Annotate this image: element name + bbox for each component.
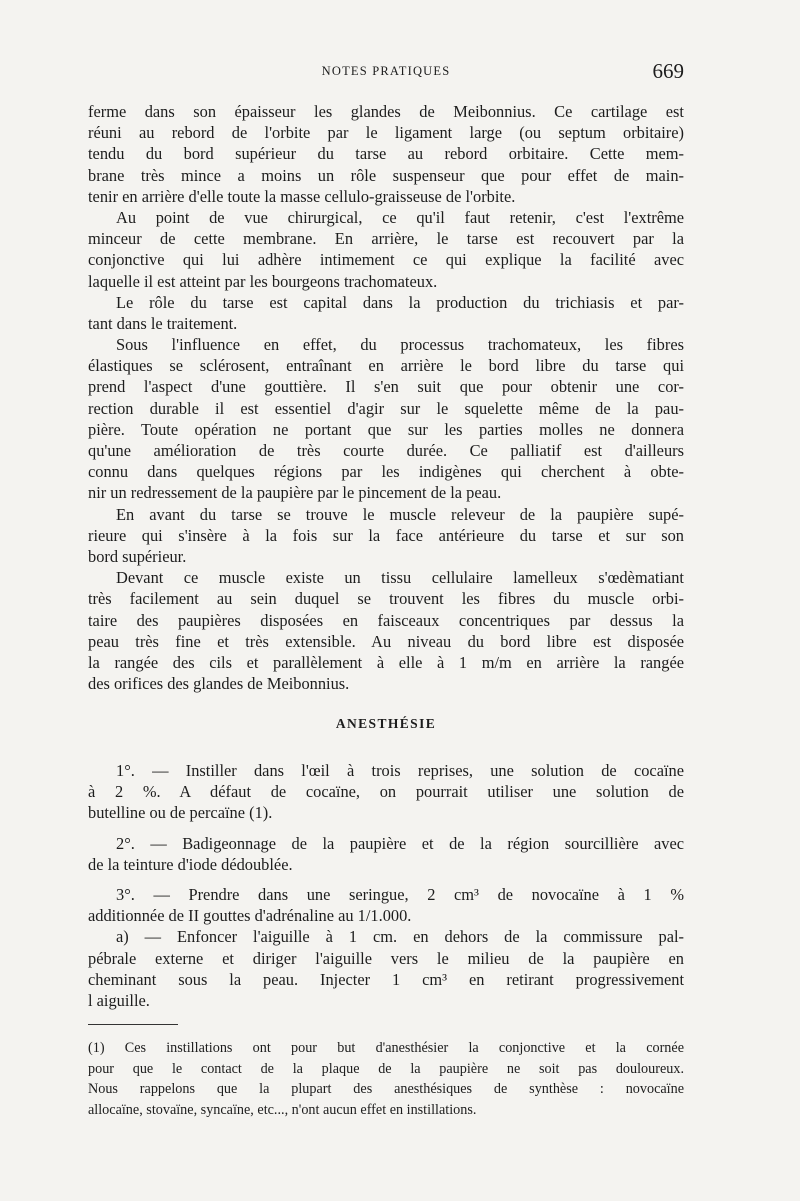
step-line: butelline ou de percaïne (1). (88, 803, 273, 823)
step-line: 1°. — Instiller dans l'œil à trois reprises, une solution de cocaïne (116, 761, 684, 780)
step-line: pébrale externe et diriger l'aiguille vers le milieu de la paupière en (88, 948, 684, 968)
text-line: Sous l'influence en effet, du processus trachomateux, les fibres (116, 335, 684, 355)
footnote-line: Nous rappelons que la plupart des anesthésiques de synthèse : novocaïne (88, 1081, 684, 1097)
footnote-rule (88, 1024, 178, 1025)
step-line: additionnée de II gouttes d'adrénaline au 1/1.000. (88, 906, 412, 926)
text-line: taire des paupières disposées en faisceaux concentriques par dessus la (88, 610, 684, 630)
text-line: tenir en arrière d'elle toute la masse cellulo-graisseuse de l'orbite. (88, 186, 516, 206)
text-line: peau très fine et très extensible. Au niveau du bord libre est disposée (88, 631, 684, 651)
running-head (88, 59, 684, 84)
text-line: Le rôle du tarse est capital dans la production du trichiasis et par- (116, 292, 684, 312)
text-line: tendu du bord supérieur du tarse au rebord orbitaire. Cette mem- (88, 144, 684, 164)
text-line: minceur de cette membrane. En arrière, le tarse est recouvert par la (88, 229, 684, 249)
text-line: nir un redressement de la paupière par le pincement de la peau. (88, 483, 502, 503)
text-line: tant dans le traitement. (88, 313, 238, 333)
text-line: prend l'aspect d'une gouttière. Il s'en suit que pour obtenir une cor- (88, 377, 684, 397)
text-line: conjonctive qui lui adhère intimement ce qui explique la facilité avec (88, 250, 684, 270)
footnote-line: allocaïne, stovaïne, syncaïne, etc..., n'ont aucun effet en instillations. (88, 1101, 477, 1118)
step-line: cheminant sous la peau. Injecter 1 cm³ en retirant progressivement (88, 969, 684, 989)
body-text (88, 101, 684, 694)
footnote (88, 1038, 684, 1120)
text-line: laquelle il est atteint par les bourgeons trachomateux. (88, 271, 438, 291)
step-line: à 2 %. A défaut de cocaïne, on pourrait utiliser une solution de (88, 782, 684, 802)
step-line: 2°. — Badigeonnage de la paupière et de la région sourcillière avec (116, 833, 684, 853)
section-heading: ANESTHÉSIE (335, 716, 437, 731)
running-title: NOTES PRATIQUES (321, 64, 451, 78)
text-line: réuni au rebord de l'orbite par le ligament large (ou septum orbitaire) (88, 123, 684, 143)
text-line: connu dans quelques régions par les indigènes qui cherchent à obte- (88, 462, 684, 482)
text-line: qu'une amélioration de très courte durée. Ce palliatif est d'ailleurs (88, 441, 684, 460)
text-line: Au point de vue chirurgical, ce qu'il faut retenir, c'est l'extrême (116, 207, 684, 227)
text-line: ferme dans son épaisseur les glandes de Meibonnius. Ce cartilage est (88, 102, 684, 121)
anesthesia-steps (88, 760, 684, 1011)
text-line: pière. Toute opération ne portant que sur les parties molles ne donnera (88, 419, 684, 439)
step-line: de la teinture d'iode dédoublée. (88, 854, 293, 874)
text-line: En avant du tarse se trouve le muscle releveur de la paupière supé- (116, 504, 684, 524)
text-line: bord supérieur. (88, 546, 187, 566)
text-line: rection durable il est essentiel d'agir sur le squelette même de la pau- (88, 398, 684, 418)
footnote-line: (1) Ces instillations ont pour but d'anesthésier la conjonctive et la cornée (88, 1040, 684, 1056)
footnote-line: pour que le contact de la plaque de la paupière ne soit pas douloureux. (88, 1060, 684, 1077)
text-line: Devant ce muscle existe un tissu cellulaire lamelleux s'œdèmatiant (116, 568, 684, 588)
text-line: brane très mince a moins un rôle suspenseur que pour effet de main- (88, 165, 684, 185)
step-line: 3°. — Prendre dans une seringue, 2 cm³ de novocaïne à 1 % (116, 884, 684, 904)
text-line: élastiques se sclérosent, entraînant en arrière le bord libre du tarse qui (88, 356, 684, 376)
text-line: des orifices des glandes de Meibonnius. (88, 674, 350, 694)
text-line: la rangée des cils et parallèlement à elle à 1 m/m en arrière la rangée (88, 652, 684, 672)
text-line: très facilement au sein duquel se trouvent les fibres du muscle orbi- (88, 589, 684, 609)
text-line: rieure qui s'insère à la fois sur la face antérieure du tarse et sur son (88, 525, 684, 545)
step-line: a) — Enfoncer l'aiguille à 1 cm. en dehors de la commissure pal- (116, 927, 684, 947)
step-line: l aiguille. (88, 990, 150, 1010)
page-number: 669 (652, 59, 684, 83)
